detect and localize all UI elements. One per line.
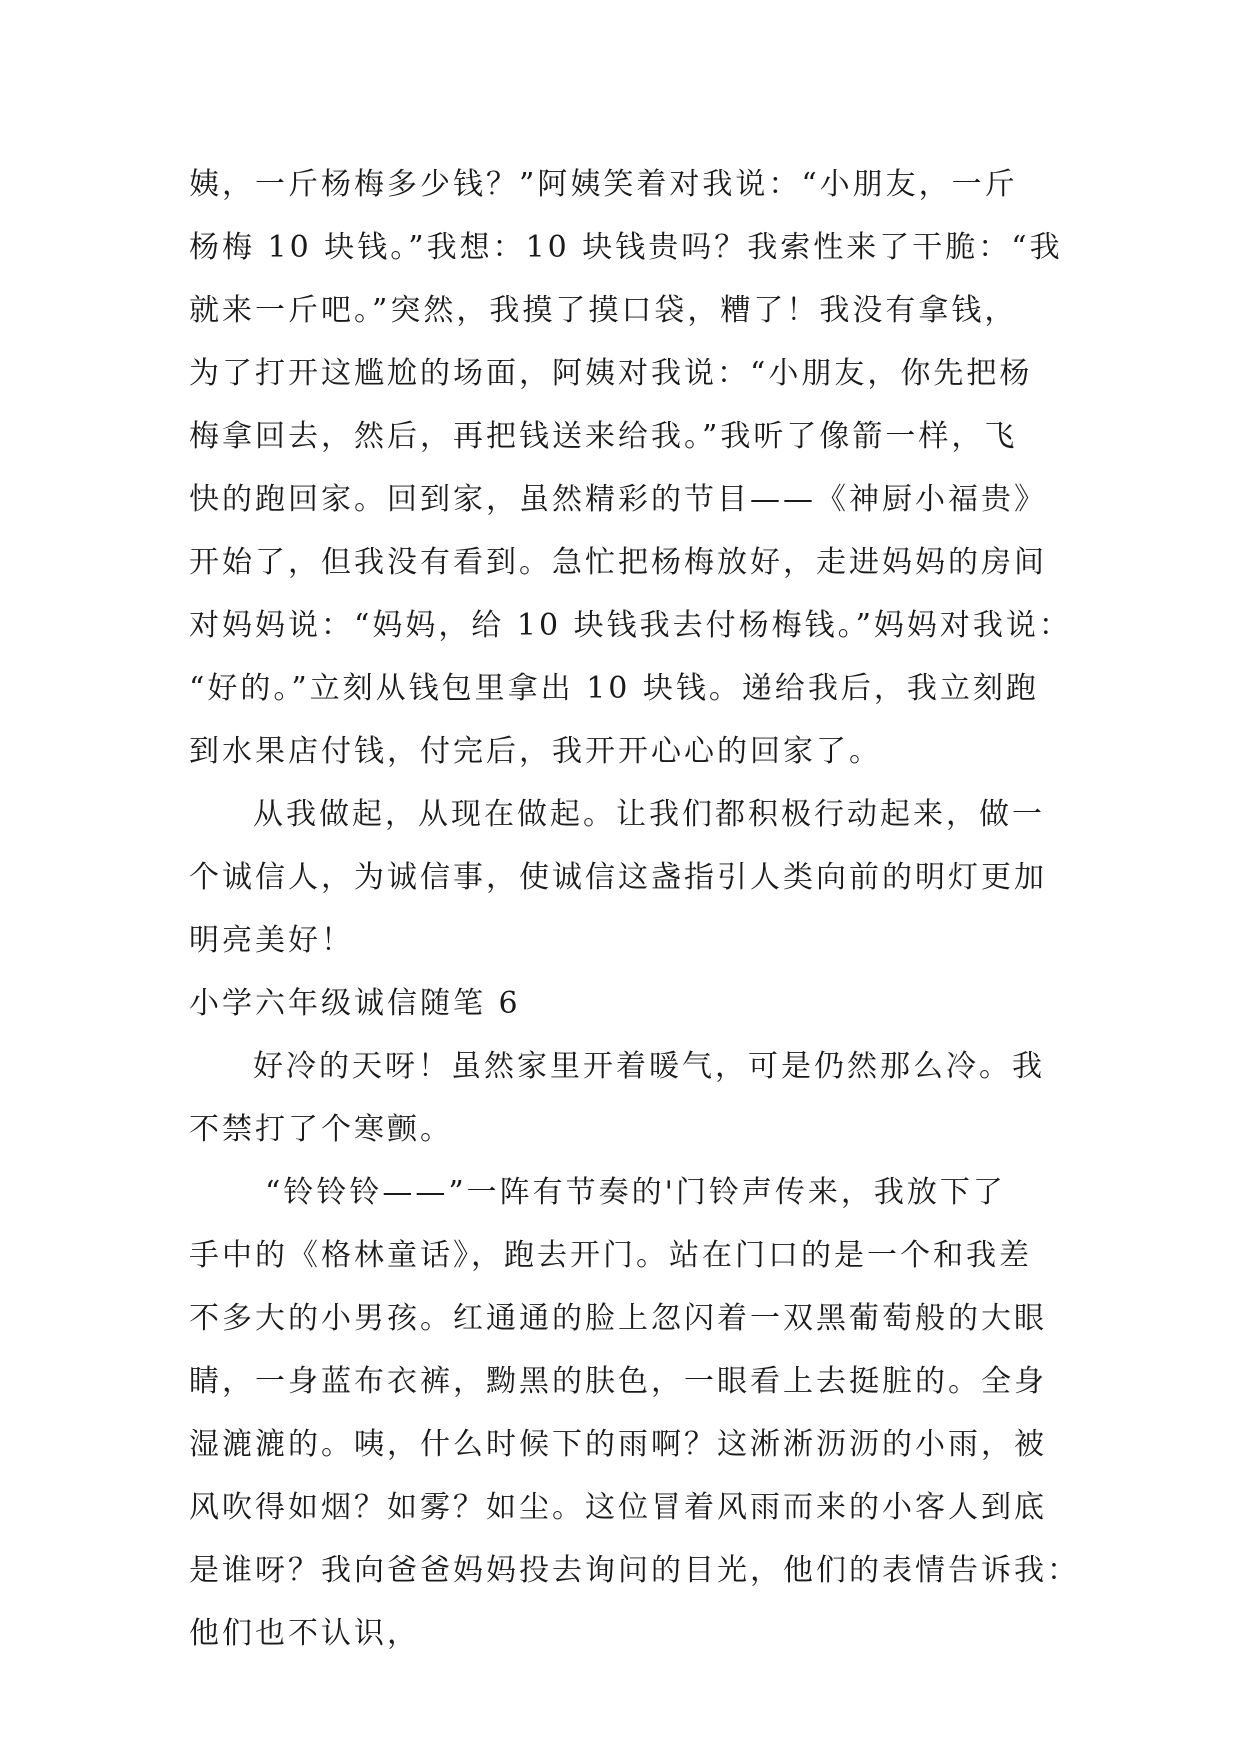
- text-line: 杨梅 10 块钱。”我想：10 块钱贵吗？我索性来了干脆：“我: [189, 230, 1063, 265]
- text-line: 不多大的小男孩。红通通的脸上忽闪着一双黑葡萄般的大眼: [189, 1301, 1047, 1336]
- text-line: “好的。”立刻从钱包里拿出 10 块钱。递给我后，我立刻跑: [189, 671, 1039, 706]
- text-line: 到水果店付钱，付完后，我开开心心的回家了。: [189, 734, 882, 769]
- text-line: 快的跑回家。回到家，虽然精彩的节目——《神厨小福贵》: [189, 482, 1047, 517]
- text-line: 个诚信人，为诚信事，使诚信这盏指引人类向前的明灯更加: [189, 860, 1047, 895]
- section-heading: 小学六年级诚信随笔 6: [189, 986, 521, 1021]
- paragraph-start-line: 好冷的天呀！虽然家里开着暖气，可是仍然那么冷。我: [253, 1049, 1045, 1084]
- text-line: 不禁打了个寒颤。: [189, 1112, 453, 1147]
- text-line: 手中的《格林童话》，跑去开门。站在门口的是一个和我差: [189, 1238, 1032, 1273]
- text-line: 对妈妈说：“妈妈，给 10 块钱我去付杨梅钱。”妈妈对我说：: [189, 608, 1072, 643]
- text-line: 风吹得如烟？如雾？如尘。这位冒着风雨而来的小客人到底: [189, 1490, 1047, 1525]
- text-line: 是谁呀？我向爸爸妈妈投去询问的目光，他们的表情告诉我：: [189, 1553, 1080, 1588]
- text-line: 睛，一身蓝布衣裤，黝黑的肤色，一眼看上去挺脏的。全身: [189, 1364, 1047, 1399]
- text-line: 为了打开这尴尬的场面，阿姨对我说：“小朋友，你先把杨: [189, 356, 1033, 391]
- text-line: 就来一斤吧。”突然，我摸了摸口袋，糟了！我没有拿钱，: [189, 293, 1018, 328]
- text-line: 开始了，但我没有看到。急忙把杨梅放好，走进妈妈的房间: [189, 545, 1047, 580]
- document-body: [189, 153, 1094, 1665]
- paragraph-start-line: 从我做起，从现在做起。让我们都积极行动起来，做一: [253, 797, 1045, 832]
- text-line: 姨，一斤杨梅多少钱？”阿姨笑着对我说：“小朋友，一斤: [189, 167, 1018, 202]
- text-line: 梅拿回去，然后，再把钱送来给我。”我听了像箭一样，飞: [189, 419, 1018, 454]
- text-line: 他们也不认识，: [189, 1616, 420, 1651]
- text-line: 湿漉漉的。咦，什么时候下的雨啊？这淅淅沥沥的小雨，被: [189, 1427, 1047, 1462]
- paragraph-start-line: “铃铃铃——”一阵有节奏的'门铃声传来，我放下了: [265, 1175, 1006, 1210]
- text-line: 明亮美好！: [189, 923, 354, 958]
